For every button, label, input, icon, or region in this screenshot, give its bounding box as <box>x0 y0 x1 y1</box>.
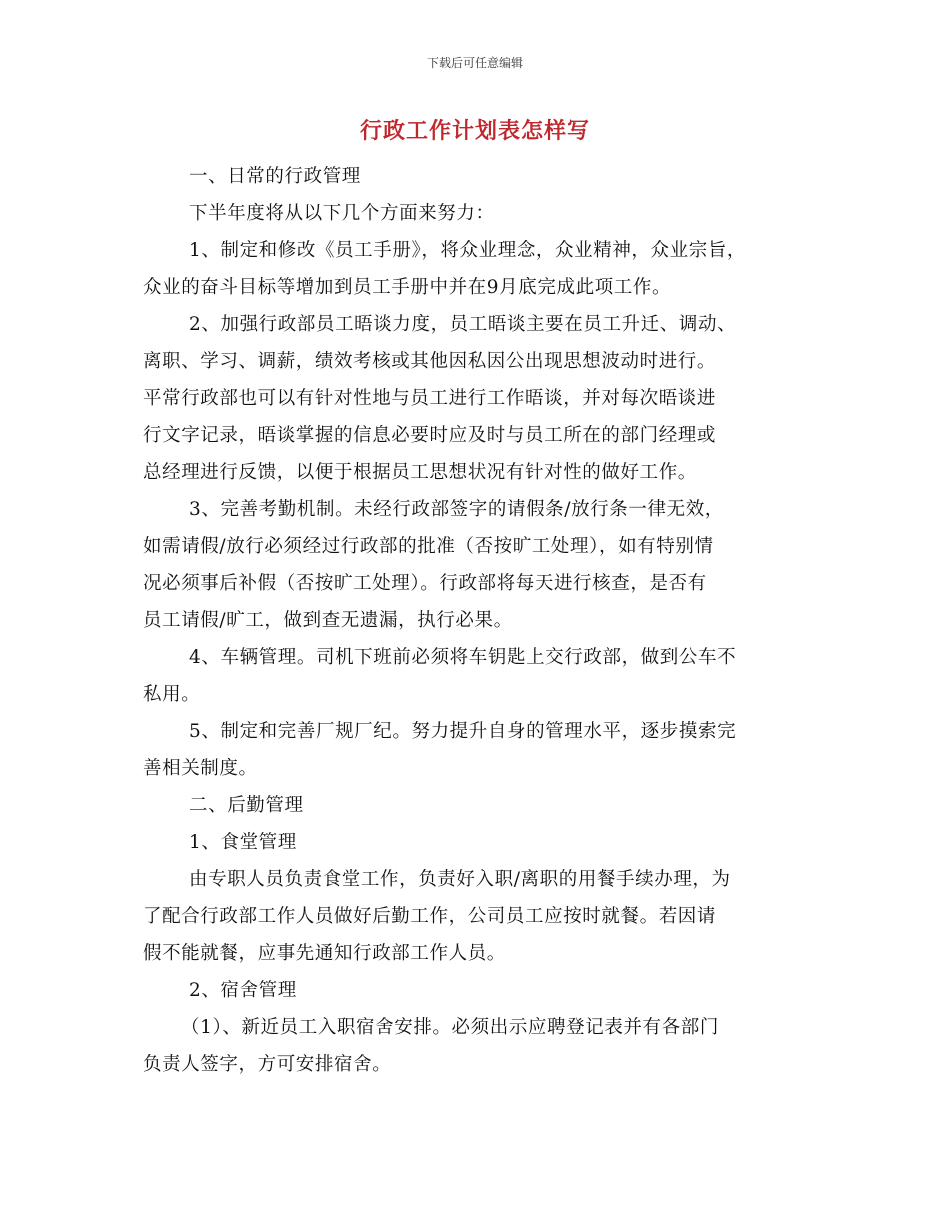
section-heading: 二、后勤管理 <box>189 795 304 816</box>
paragraph-line: 3、完善考勤机制。未经行政部签字的请假条/放行条一律无效， <box>189 499 724 520</box>
paragraph-line: 善相关制度。 <box>143 758 258 779</box>
paragraph-line: 2、加强行政部员工晤谈力度，员工晤谈主要在员工升迁、调动、 <box>189 314 737 335</box>
section-heading: 一、日常的行政管理 <box>189 166 361 187</box>
paragraph-line: 行文字记录，晤谈掌握的信息必要时应及时与员工所在的部门经理或 <box>143 425 717 446</box>
paragraph-line: 1、制定和修改《员工手册》，将众业理念，众业精神，众业宗旨， <box>189 240 747 261</box>
paragraph-line: 总经理进行反馈，以便于根据员工思想状况有针对性的做好工作。 <box>143 462 697 483</box>
paragraph-line: 平常行政部也可以有针对性地与员工进行工作晤谈，并对每次晤谈进 <box>143 388 717 409</box>
document-body <box>143 158 823 1083</box>
subsection-heading: 1、食堂管理 <box>189 832 297 853</box>
paragraph-line: 了配合行政部工作人员做好后勤工作，公司员工应按时就餐。若因请 <box>143 906 717 927</box>
paragraph-line: 众业的奋斗目标等增加到员工手册中并在9月底完成此项工作。 <box>143 277 672 298</box>
paragraph-line: 下半年度将从以下几个方面来努力： <box>189 203 495 224</box>
header-note: 下载后可任意编辑 <box>426 56 523 70</box>
paragraph-line: 4、车辆管理。司机下班前必须将车钥匙上交行政部，做到公车不 <box>189 647 737 668</box>
paragraph-line: 离职、学习、调薪，绩效考核或其他因私因公出现思想波动时进行。 <box>143 351 717 372</box>
paragraph-line: 私用。 <box>143 684 201 705</box>
paragraph-line: 由专职人员负责食堂工作，负责好入职/离职的用餐手续办理，为 <box>189 869 731 890</box>
paragraph-line: 假不能就餐，应事先通知行政部工作人员。 <box>143 943 506 964</box>
paragraph-line: 负责人签字，方可安排宿舍。 <box>143 1054 392 1075</box>
paragraph-line: 况必须事后补假（否按旷工处理）。行政部将每天进行核查，是否有 <box>143 573 707 594</box>
paragraph-line: （1）、新近员工入职宿舍安排。必须出示应聘登记表并有各部门 <box>181 1017 719 1038</box>
paragraph-line: 5、制定和完善厂规厂纪。努力提升自身的管理水平，逐步摸索完 <box>189 721 737 742</box>
paragraph-line: 如需请假/放行必须经过行政部的批准（否按旷工处理），如有特别情 <box>143 536 714 557</box>
paragraph-line: 员工请假/旷工，做到查无遗漏，执行必果。 <box>143 610 513 631</box>
document-title: 行政工作计划表怎样写 <box>359 118 590 144</box>
subsection-heading: 2、宿舍管理 <box>189 980 297 1001</box>
